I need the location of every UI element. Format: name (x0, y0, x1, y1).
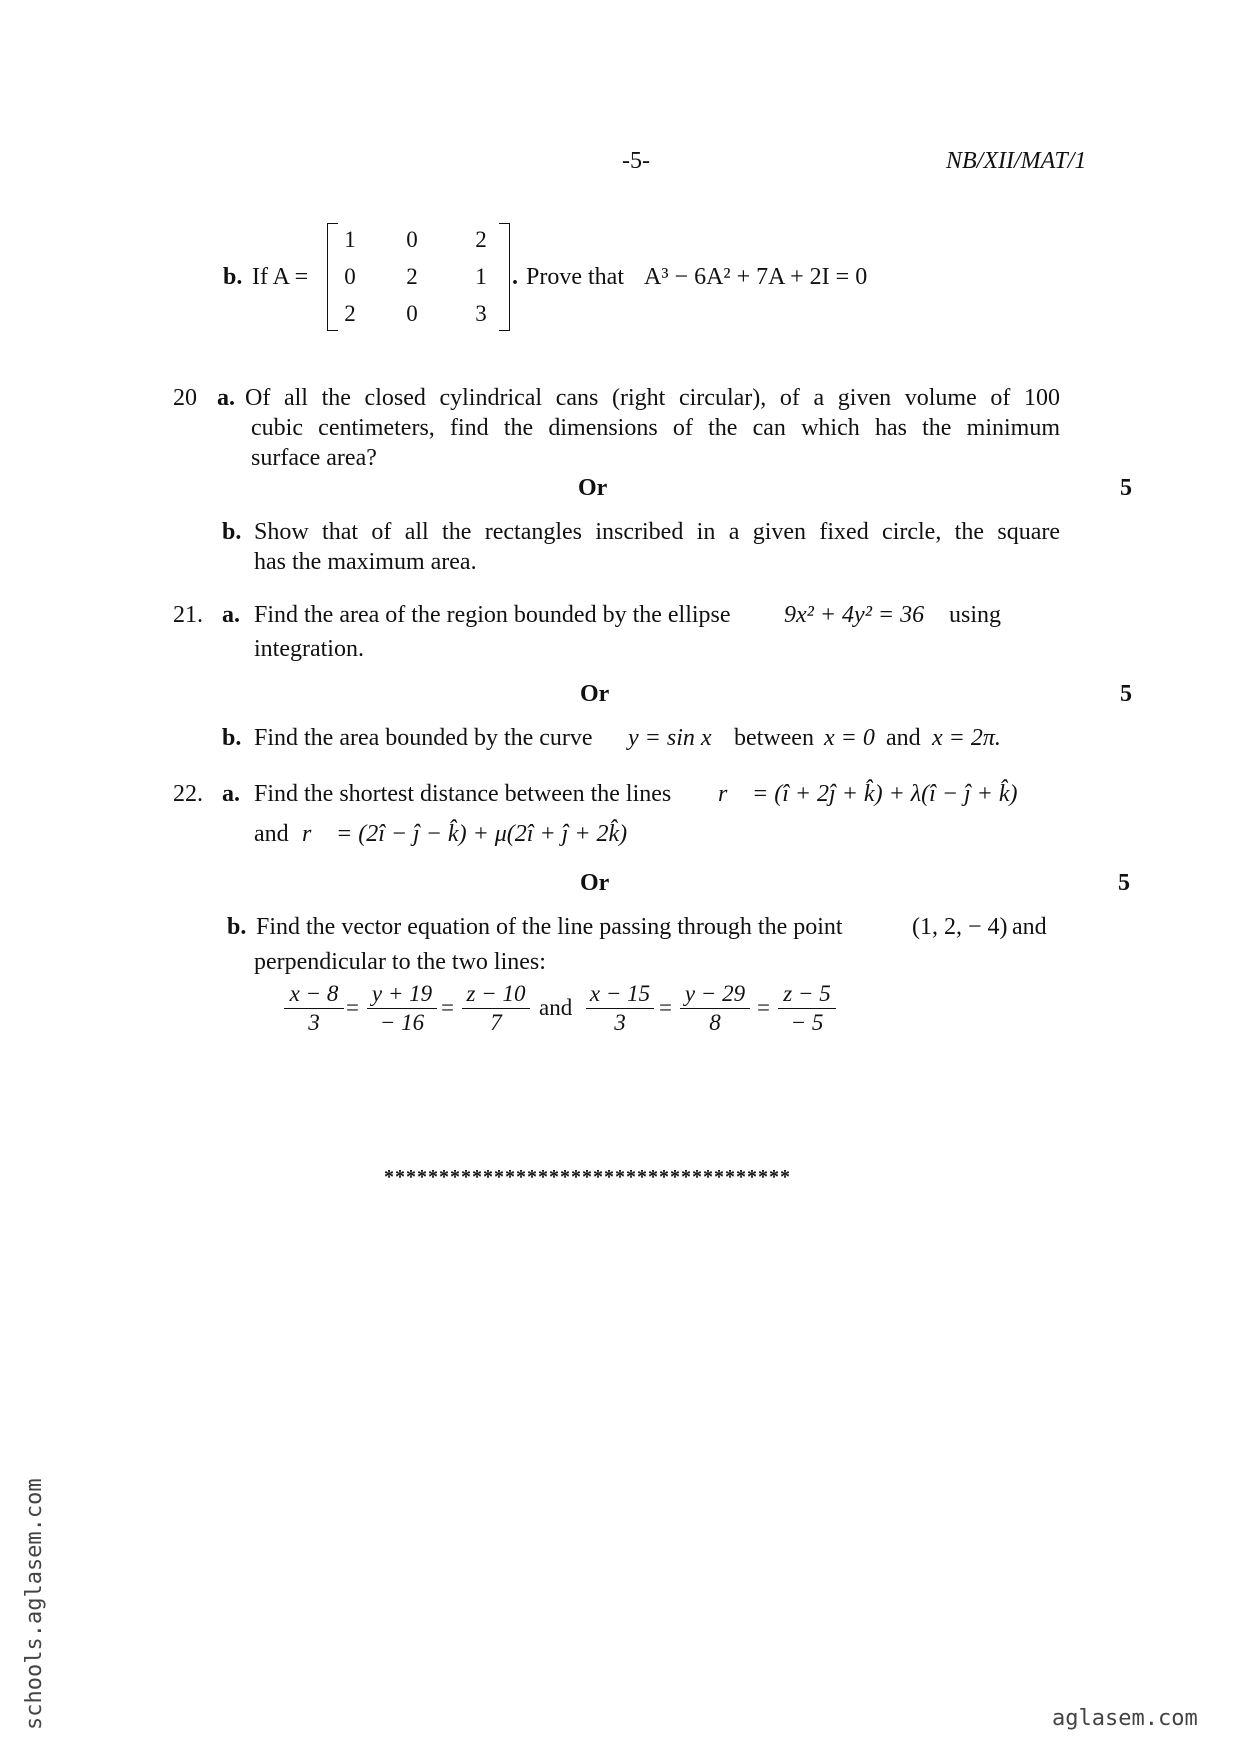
q19b-label: b. (223, 264, 243, 290)
fraction-x1 (284, 980, 344, 1037)
fraction-denominator: 3 (614, 1010, 626, 1035)
fraction-y1 (367, 980, 437, 1037)
equals-sign: = (346, 995, 359, 1020)
equals-sign: = (757, 995, 770, 1020)
matrix-cell: 0 (344, 264, 356, 289)
q19b-prove-text: Prove that (526, 264, 624, 290)
q20a-label: a. (217, 385, 235, 411)
matrix-cell: 3 (475, 301, 487, 326)
equals-sign: = (659, 995, 672, 1020)
q19b-equation: A³ − 6A² + 7A + 2I = 0 (644, 264, 868, 290)
q21-number: 21. (173, 602, 203, 628)
side-watermark: schools.aglasem.com (22, 1478, 47, 1730)
q22a-text: Find the shortest distance between the lines (254, 781, 672, 807)
q20a-line2: cubic centimeters, find the dimensions of the can which has the minimum (251, 415, 1060, 441)
between-and: and (539, 995, 573, 1020)
q20-number: 20 (173, 385, 197, 411)
q20b-label: b. (222, 519, 242, 545)
q22-marks: 5 (1118, 870, 1130, 896)
fraction-denominator: 3 (308, 1010, 320, 1035)
matrix-cell: 2 (475, 227, 487, 252)
q22b-and: and (1012, 914, 1047, 940)
q21b-text: Find the area bounded by the curve (254, 725, 593, 751)
matrix-cell: 1 (475, 264, 487, 289)
q22-or: Or (580, 870, 610, 896)
fraction-denominator: − 5 (790, 1010, 824, 1035)
q22a-line1-equation: r⃗ = (î + 2ĵ + k̂) + λ(î − ĵ + k̂) (718, 781, 1018, 807)
q21-or: Or (580, 681, 610, 707)
matrix-cell: 1 (344, 227, 356, 252)
q21-marks: 5 (1120, 681, 1132, 707)
fraction-z2 (778, 980, 836, 1037)
q22b-line1: Find the vector equation of the line passing through the point (256, 914, 843, 940)
q20-or: Or (578, 475, 608, 501)
q21a-equation: 9x² + 4y² = 36 (784, 602, 925, 628)
fraction-z1 (462, 980, 530, 1037)
q22b-line2: perpendicular to the two lines: (254, 949, 546, 975)
q22b-label: b. (227, 914, 247, 940)
fraction-denominator: 8 (709, 1010, 721, 1035)
fraction-numerator: x − 15 (586, 980, 654, 1009)
q22a-and: and (254, 821, 289, 847)
fraction-numerator: y − 29 (680, 980, 750, 1009)
fraction-numerator: x − 8 (284, 980, 344, 1009)
q20a-line1: Of all the closed cylindrical cans (right circular), of a given volume of 100 (245, 385, 1060, 411)
fraction-denominator: − 16 (379, 1010, 425, 1035)
matrix-cell: 2 (344, 301, 356, 326)
q21b-and: and (886, 725, 921, 751)
q22a-line2-equation: r⃗ = (2î − ĵ − k̂) + μ(2î + ĵ + 2k̂) (302, 821, 628, 847)
q20a-line3: surface area? (251, 445, 377, 471)
q21a-text-after: using (949, 602, 1002, 628)
matrix-cell: 0 (406, 301, 418, 326)
q21a-label: a. (222, 602, 240, 628)
q22-number: 22. (173, 781, 203, 807)
q21a-line2: integration. (254, 636, 364, 662)
matrix-a (327, 223, 510, 331)
q21b-lower: x = 0 (824, 725, 875, 751)
q21b-between: between (734, 725, 814, 751)
fraction-y2 (680, 980, 750, 1037)
fraction-numerator: z − 10 (462, 980, 530, 1009)
fraction-numerator: y + 19 (367, 980, 437, 1009)
corner-watermark: aglasem.com (1052, 1706, 1198, 1731)
q21b-upper: x = 2π. (932, 725, 1001, 751)
fraction-denominator: 7 (490, 1010, 502, 1035)
equals-sign: = (441, 995, 454, 1020)
q20b-line1: Show that of all the rectangles inscribed in a given fixed circle, the square (254, 519, 1060, 545)
q19b-lead: If A = (252, 264, 309, 290)
fraction-x2 (586, 980, 654, 1037)
matrix-cell: 0 (406, 227, 418, 252)
paper-code: NB/XII/MAT/1 (946, 148, 1087, 174)
q21b-label: b. (222, 725, 242, 751)
end-of-paper-marker: ************************************* (384, 1166, 791, 1188)
q22a-label: a. (222, 781, 240, 807)
q20b-line2: has the maximum area. (254, 549, 477, 575)
fraction-numerator: z − 5 (778, 980, 836, 1009)
q21a-text: Find the area of the region bounded by the ellipse (254, 602, 731, 628)
q19b-dot: . (512, 264, 518, 290)
q21b-curve: y = sin x (628, 725, 712, 751)
matrix-cell: 2 (406, 264, 418, 289)
page-number: -5- (622, 148, 650, 174)
q22b-point: (1, 2, − 4) (912, 914, 1008, 940)
q20-marks: 5 (1120, 475, 1132, 501)
